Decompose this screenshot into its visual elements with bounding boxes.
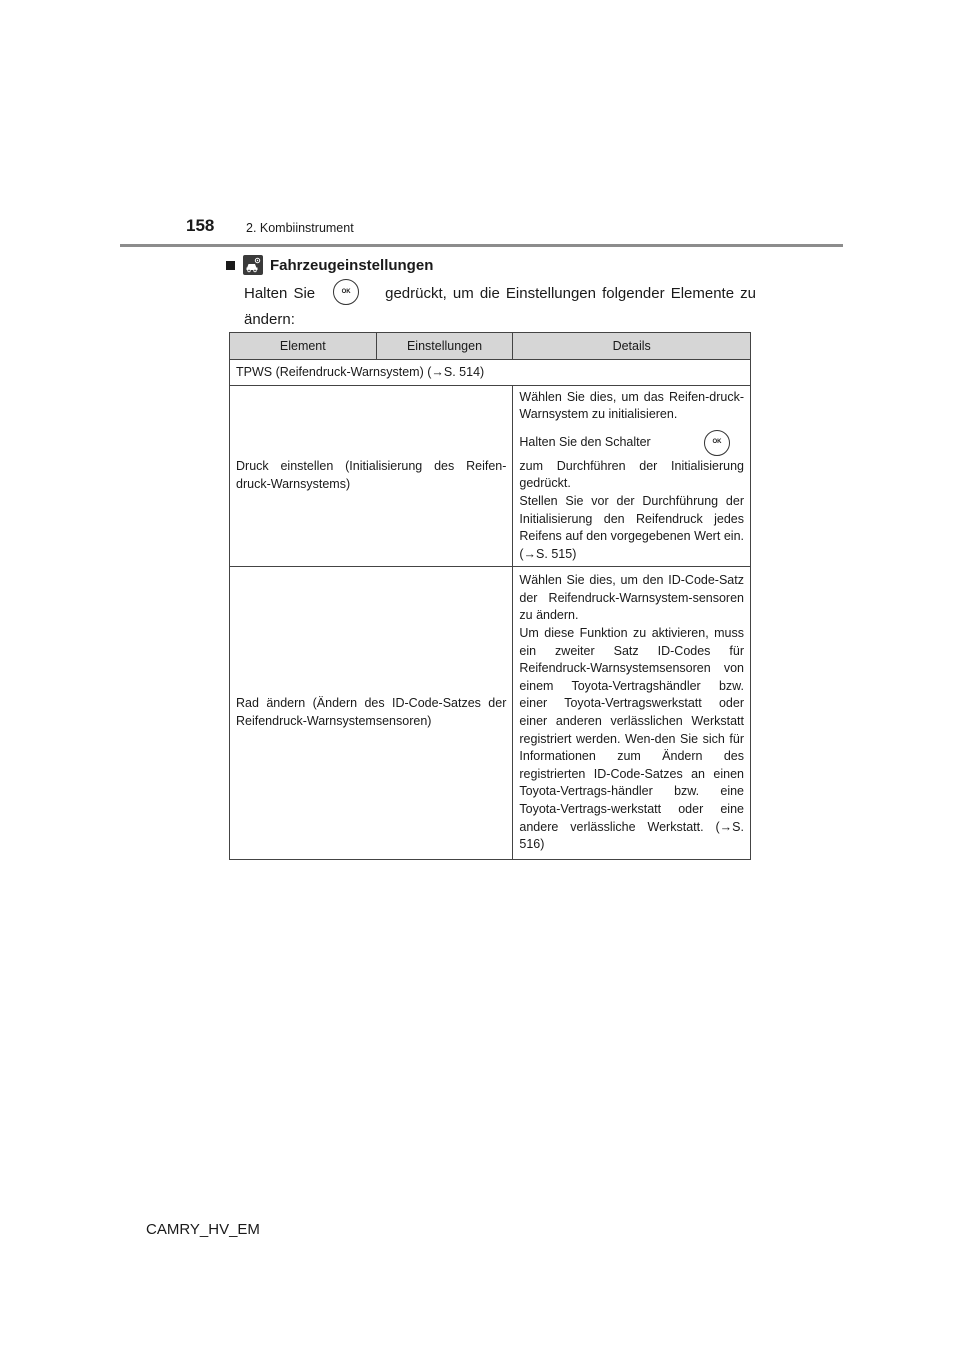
- table-header-row: [230, 333, 751, 360]
- pressure-switch-line: [519, 428, 744, 458]
- table-row-tpws: [230, 360, 751, 386]
- pressure-details-note: Stellen Sie vor der Durchführung der Initialisierung den Reifendruck jedes Reifens auf den vorgegebenen Wert ein. (→S. 515): [519, 494, 744, 561]
- chapter-title: 2. Kombiinstrument: [246, 221, 354, 235]
- square-bullet-icon: [226, 261, 235, 270]
- tpws-group-cell: TPWS (Reifendruck-Warnsystem) (→S. 514): [230, 360, 751, 386]
- page-number: 158: [186, 216, 215, 235]
- pressure-details-hold: zum Durchführen der Initialisierung gedrückt.: [519, 458, 744, 491]
- table-row-wheel: [230, 567, 751, 860]
- section-title: Fahrzeugeinstellungen: [270, 256, 434, 274]
- model-code: CAMRY_HV_EM: [146, 1221, 260, 1238]
- pressure-details-cell: [513, 386, 751, 567]
- car-settings-icon: [243, 255, 263, 275]
- header-divider: [120, 244, 843, 247]
- pressure-switch-text: Halten Sie den Schalter: [519, 435, 651, 450]
- pressure-details-intro: Wählen Sie dies, um das Reifen-druck-Warnsystem zu initialisieren.: [519, 389, 744, 422]
- table-row-pressure: [230, 386, 751, 567]
- ok-button-icon: OK: [333, 279, 359, 305]
- wheel-details-cell: [513, 567, 751, 860]
- wheel-element-cell: Rad ändern (Ändern des ID-Code-Satzes der Reifendruck-Warnsystemsensoren): [230, 567, 513, 860]
- section-intro: [244, 281, 756, 332]
- ok-button-icon: OK: [704, 430, 730, 456]
- intro-text-before: Halten Sie: [244, 285, 316, 302]
- column-header-element: Element: [230, 333, 377, 360]
- intro-text-after: gedrückt, um die Einstellungen folgender Elemente zu ändern:: [244, 285, 756, 329]
- column-header-details: Details: [513, 333, 751, 360]
- wheel-details-intro: Wählen Sie dies, um den ID-Code-Satz der Reifendruck-Warnsystem-sensoren zu ändern.: [519, 573, 744, 623]
- wheel-details-note: Um diese Funktion zu aktivieren, muss ein zweiter Satz ID-Codes für Reifendruck-Warnsystemsensoren von einem Toyota-Vertragshändler bzw. einer Toyota-Vertragswerkstatt oder einer anderen verlässlichen Werkstatt registriert werden. Wen-den Sie sich für Informationen zum Ändern des registrierten ID-Code-Satzes an einen Toyota-Vertrags-händler bzw. eine Toyota-Vertrags-werkstatt oder eine andere verlässliche Werkstatt. (→S. 516): [519, 626, 744, 852]
- column-header-settings: Einstellungen: [376, 333, 513, 360]
- pressure-element-cell: Druck einstellen (Initialisierung des Reifen-druck-Warnsystems): [230, 386, 513, 567]
- settings-table: [229, 332, 751, 860]
- section-heading: [226, 254, 756, 276]
- vehicle-settings-section: [226, 254, 756, 332]
